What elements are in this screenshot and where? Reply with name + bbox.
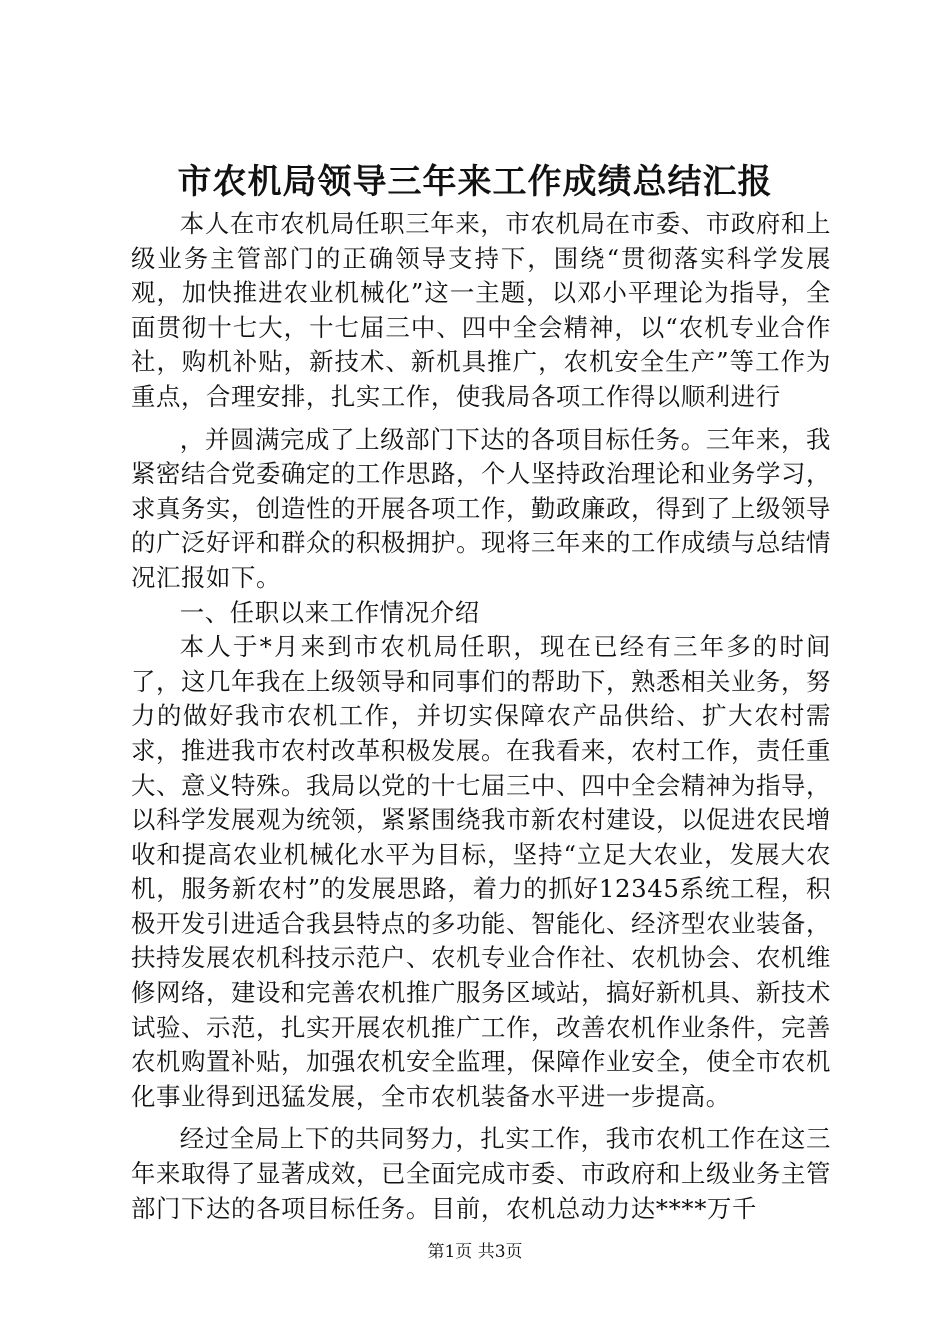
document-body: [131, 207, 831, 1226]
page-number-footer: 第1页 共3页: [427, 1242, 523, 1262]
document-title: 市农机局领导三年来工作成绩总结汇报: [177, 162, 773, 202]
paragraph-intro: 本人在市农机局任职三年来，市农机局在市委、市政府和上级业务主管部门的正确领导支持下，围绕“贯彻落实科学发展观，加快推进农业机械化”这一主题，以邓小平理论为指导，全面贯彻十七大，十七届三中、四中全会精神，以“农机专业合作社，购机补贴，新技术、新机具推广，农机安全生产”等工作为重点，合理安排，扎实工作，使我局各项工作得以顺利进行: [131, 209, 831, 411]
paragraph-work-overview: 本人于*月来到市农机局任职，现在已经有三年多的时间了，这几年我在上级领导和同事们的帮助下，熟悉相关业务，努力的做好我市农机工作，并切实保障农产品供给、扩大农村需求，推进我市农村改革积极发展。在我看来，农村工作，责任重大、意义特殊。我局以党的十七届三中、四中全会精神为指导，以科学发展观为统领，紧紧围绕我市新农村建设，以促进农民增收和提高农业机械化水平为目标，坚持“立足大农业，发展大农机，服务新农村”的发展思路，着力的抓好12345系统工程，积极开发引进适合我县特点的多功能、智能化、经济型农业装备，扶持发展农机科技示范户、农机专业合作社、农机协会、农机维修网络，建设和完善农机推广服务区域站，搞好新机具、新技术试验、示范，扎实开展农机推广工作，改善农机作业条件，完善农机购置补贴，加强农机安全监理，保障作业安全，使全市农机化事业得到迅猛发展，全市农机装备水平进一步提高。: [131, 632, 831, 1111]
paragraph-achievements: 经过全局上下的共同努力，扎实工作，我市农机工作在这三年来取得了显著成效，已全面完成市委、市政府和上级业务主管部门下达的各项目标任务。目前，农机总动力达****万千: [131, 1124, 831, 1223]
paragraph-intro-continued: ，并圆满完成了上级部门下达的各项目标任务。三年来，我紧密结合党委确定的工作思路，个人坚持政治理论和业务学习，求真务实，创造性的开展各项工作，勤政廉政，得到了上级领导的广泛好评和群众的积极拥护。现将三年来的工作成绩与总结情况汇报如下。: [131, 424, 831, 592]
section-heading: 一、任职以来工作情况介绍: [179, 597, 480, 627]
